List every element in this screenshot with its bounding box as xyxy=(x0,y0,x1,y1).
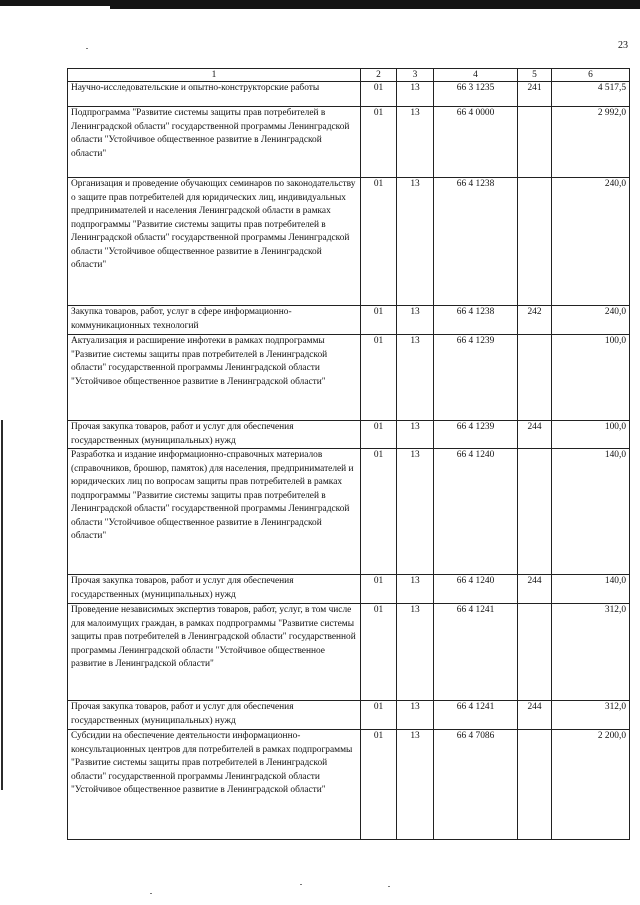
row-rz: 13 xyxy=(397,178,434,306)
table-row xyxy=(68,449,630,575)
row-vr xyxy=(518,335,552,421)
row-ved: 01 xyxy=(361,306,397,335)
row-csr: 66 4 1240 xyxy=(434,575,518,604)
row-ved: 01 xyxy=(361,701,397,730)
header-cell-rz: 3 xyxy=(397,69,434,82)
row-name: Субсидии на обеспечение деятельности информационно-консультационных центров для потребителей в рамках подпрограммы "Развитие системы защиты прав потребителей в Ленинградской области" государственной программы Ленинградской области "Устойчивое общественное развитие в Ленинградской области" xyxy=(68,730,361,840)
row-sum: 2 200,0 xyxy=(552,730,630,840)
scan-speck xyxy=(300,884,302,885)
header-cell-ved: 2 xyxy=(361,69,397,82)
row-sum: 4 517,5 xyxy=(552,82,630,107)
header-cell-csr: 4 xyxy=(434,69,518,82)
row-name: Закупка товаров, работ, услуг в сфере информационно-коммуникационных технологий xyxy=(68,306,361,335)
row-rz: 13 xyxy=(397,82,434,107)
row-ved: 01 xyxy=(361,730,397,840)
row-name: Прочая закупка товаров, работ и услуг для обеспечения государственных (муниципальных) нужд xyxy=(68,421,361,449)
row-sum: 312,0 xyxy=(552,701,630,730)
row-sum: 312,0 xyxy=(552,604,630,701)
row-ved: 01 xyxy=(361,575,397,604)
header-cell-name: 1 xyxy=(68,69,361,82)
row-sum: 140,0 xyxy=(552,575,630,604)
row-csr: 66 4 1239 xyxy=(434,421,518,449)
row-name: Прочая закупка товаров, работ и услуг для обеспечения государственных (муниципальных) нужд xyxy=(68,575,361,604)
scan-speck xyxy=(150,893,152,894)
row-csr: 66 4 1241 xyxy=(434,701,518,730)
table-row xyxy=(68,421,630,449)
row-rz: 13 xyxy=(397,449,434,575)
row-csr: 66 4 1238 xyxy=(434,306,518,335)
scan-edge-bar xyxy=(0,0,640,9)
row-name: Научно-исследовательские и опытно-конструкторские работы xyxy=(68,82,361,107)
table-row xyxy=(68,178,630,306)
scan-speck xyxy=(388,886,390,887)
row-sum: 140,0 xyxy=(552,449,630,575)
row-name: Проведение независимых экспертиз товаров, работ, услуг, в том числе для малоимущих граждан, в рамках подпрограммы "Развитие системы защиты прав потребителей в Ленинградской области" государственной программы Ленинградской области "Устойчивое общественное развитие в Ленинградской области" xyxy=(68,604,361,701)
header-cell-vr: 5 xyxy=(518,69,552,82)
row-csr: 66 4 7086 xyxy=(434,730,518,840)
row-name: Прочая закупка товаров, работ и услуг для обеспечения государственных (муниципальных) нужд xyxy=(68,701,361,730)
row-csr: 66 4 1238 xyxy=(434,178,518,306)
row-csr: 66 4 0000 xyxy=(434,107,518,178)
row-ved: 01 xyxy=(361,449,397,575)
row-rz: 13 xyxy=(397,604,434,701)
table-row xyxy=(68,335,630,421)
row-vr: 242 xyxy=(518,306,552,335)
row-ved: 01 xyxy=(361,82,397,107)
row-name: Подпрограмма "Развитие системы защиты прав потребителей в Ленинградской области" государственной программы Ленинградской области "Устойчивое общественное развитие в Ленинградской области" xyxy=(68,107,361,178)
table-row xyxy=(68,604,630,701)
row-rz: 13 xyxy=(397,306,434,335)
row-ved: 01 xyxy=(361,421,397,449)
row-csr: 66 4 1241 xyxy=(434,604,518,701)
row-name: Организация и проведение обучающих семинаров по законодательству о защите прав потребителей для юридических лиц, индивидуальных предпринимателей и населения Ленинградской области в рамках подпрограммы "Развитие системы защиты прав потребителей в Ленинградской области" государственной программы Ленинградской области "Устойчивое общественное развитие в Ленинградской области" xyxy=(68,178,361,306)
row-rz: 13 xyxy=(397,730,434,840)
scan-speck xyxy=(86,48,88,49)
header-row xyxy=(68,69,630,82)
row-ved: 01 xyxy=(361,604,397,701)
row-rz: 13 xyxy=(397,107,434,178)
row-rz: 13 xyxy=(397,421,434,449)
row-sum: 240,0 xyxy=(552,178,630,306)
row-vr xyxy=(518,107,552,178)
table-row xyxy=(68,575,630,604)
row-vr: 241 xyxy=(518,82,552,107)
row-csr: 66 4 1239 xyxy=(434,335,518,421)
page-number: 23 xyxy=(618,40,628,51)
row-csr: 66 4 1240 xyxy=(434,449,518,575)
row-rz: 13 xyxy=(397,575,434,604)
row-ved: 01 xyxy=(361,178,397,306)
row-sum: 2 992,0 xyxy=(552,107,630,178)
row-ved: 01 xyxy=(361,107,397,178)
row-name: Разработка и издание информационно-справочных материалов (справочников, брошюр, памяток) для населения, предпринимателей и юридических лиц по вопросам защиты прав потребителей в рамках подпрограммы "Развитие системы защиты прав потребителей в Ленинградской области" государственной программы Ленинградской области "Устойчивое общественное развитие в Ленинградской области" xyxy=(68,449,361,575)
row-csr: 66 3 1235 xyxy=(434,82,518,107)
table-row xyxy=(68,306,630,335)
table-row xyxy=(68,730,630,840)
header-cell-sum: 6 xyxy=(552,69,630,82)
row-vr xyxy=(518,604,552,701)
row-sum: 240,0 xyxy=(552,306,630,335)
scan-edge-line xyxy=(1,420,3,790)
table-row xyxy=(68,107,630,178)
row-vr: 244 xyxy=(518,421,552,449)
table-row xyxy=(68,701,630,730)
row-name: Актуализация и расширение инфотеки в рамках подпрограммы "Развитие системы защиты прав потребителей в Ленинградской области" государственной программы Ленинградской области "Устойчивое общественное развитие в Ленинградской области" xyxy=(68,335,361,421)
row-vr xyxy=(518,449,552,575)
row-vr: 244 xyxy=(518,575,552,604)
row-sum: 100,0 xyxy=(552,421,630,449)
row-vr xyxy=(518,178,552,306)
row-vr: 244 xyxy=(518,701,552,730)
table-row xyxy=(68,82,630,107)
row-sum: 100,0 xyxy=(552,335,630,421)
row-vr xyxy=(518,730,552,840)
row-ved: 01 xyxy=(361,335,397,421)
budget-table xyxy=(67,68,630,840)
row-rz: 13 xyxy=(397,335,434,421)
row-rz: 13 xyxy=(397,701,434,730)
